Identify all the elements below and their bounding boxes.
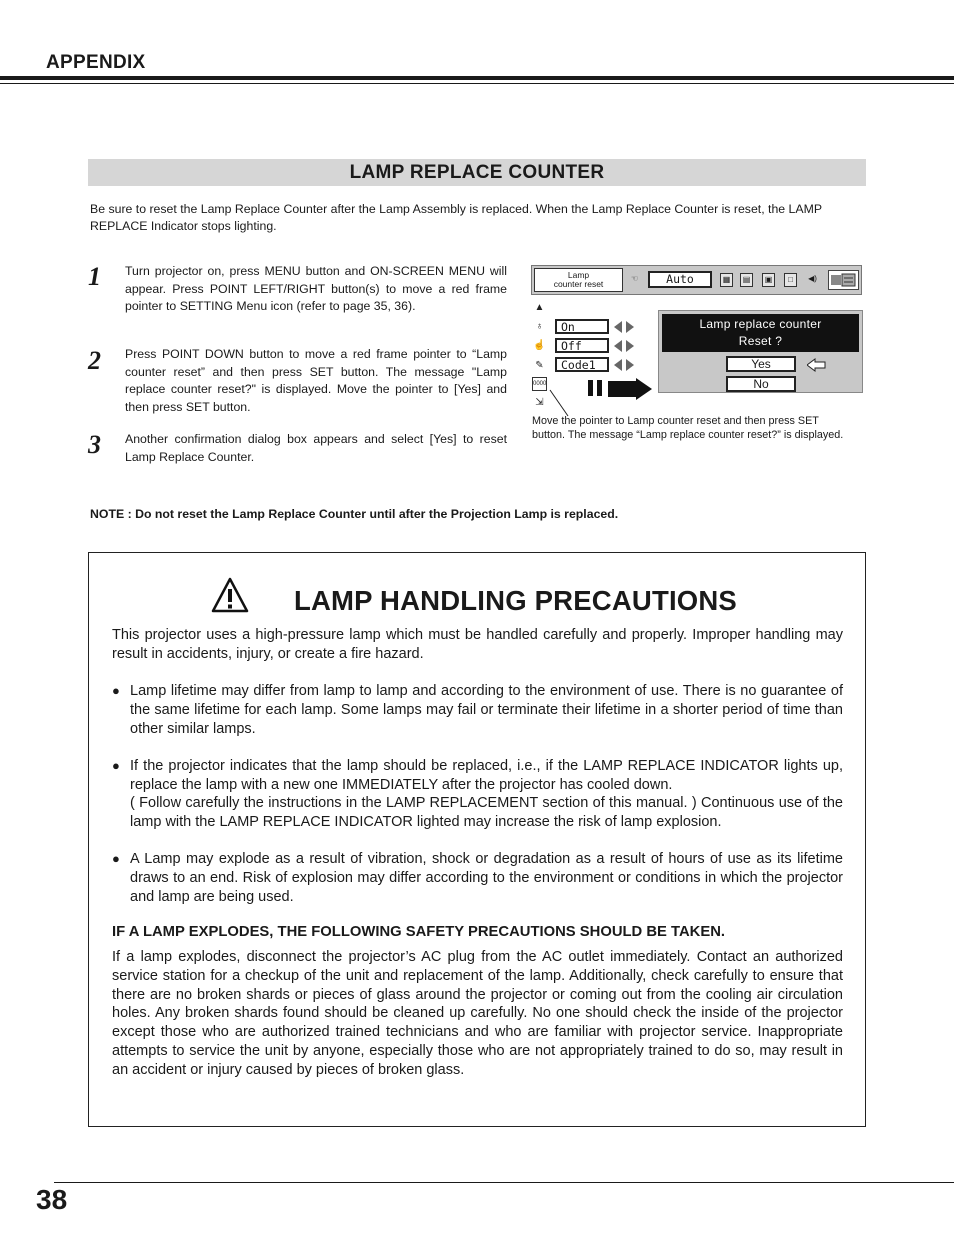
explosion-paragraph: If a lamp explodes, disconnect the projector’s AC plug from the AC outlet immediately. Contact an authorized service station for a checkup of the unit and replacement of the lamp. Additionally, check carefully to ensure that there are no broken shards or pieces of glass around the projector or coming out from the cooling air circulation holes. Any broken shards found should be cleaned up carefully. No one should check the inside of the projector except those who are authorized trained technicians and who are familiar with projector service. Inappropriate attempts to service the unit by anyone, especially those who are not appropriately trained to do so, may result in an accident or injury caused by pieces of broken glass. [112,949,843,1078]
screen-icon: ▣ [762,273,775,287]
step-number: 1 [88,262,101,291]
dialog-header [662,314,859,352]
header-rule [0,76,954,80]
osd-menu-label [534,268,623,292]
osd-option-box: Off [555,338,609,353]
yes-button[interactable]: Yes [726,356,796,372]
right-arrow-icon [608,378,652,400]
pointing-hand-icon [807,358,827,372]
precautions-intro: This projector uses a high-pressure lamp which must be handled carefully and properly. Improper handling may result in accidents, injury, or create a fire hazard. [112,627,843,662]
page-header-title: APPENDIX [46,52,146,73]
bullet-text: Lamp lifetime may differ from lamp to lamp and according to the environment of use. There is no guarantee of the same lifetime for each lamp. Some lamps may fail or terminate their lifetime in a shorter period of time than other similar lamps. [130,683,843,737]
keystone-icon: ▦ [720,273,733,287]
sound-icon: ◀) [808,274,817,283]
header-rule-thin [0,83,954,84]
dialog-question: Reset ? [738,334,783,348]
section-title-bar [88,159,866,186]
up-arrow-icon: ▲ [534,302,545,313]
osd-menu-bar [531,265,862,295]
left-right-arrows-icon [614,339,634,353]
explosion-subheading: IF A LAMP EXPLODES, THE FOLLOWING SAFETY PRECAUTIONS SHOULD BE TAKEN. [112,924,726,940]
osd-menu-label-line1: Lamp [567,270,590,280]
figure-caption: Move the pointer to Lamp counter reset and then press SET button. The message “Lamp replace counter reset?” is displayed. [532,415,844,441]
note-text: NOTE : Do not reset the Lamp Replace Counter until after the Projection Lamp is replaced. [90,507,619,521]
page-number: 38 [36,1184,68,1215]
step-number: 2 [88,346,101,375]
bullet-text: A Lamp may explode as a result of vibration, shock or degradation as a result of hours of use as its lifetime draws to an end. Risk of explosion may differ according to the environment or conditions in which the projector and lamp are being used. [130,851,843,905]
osd-menu-label-line2: counter reset [553,279,604,289]
bullet-dot-icon: ● [112,758,120,773]
bulb-icon: ♁ [535,321,544,332]
osd-option-box: On [555,319,609,334]
bullet-text-continued: ( Follow carefully the instructions in the LAMP REPLACEMENT section of this manual. ) Continuous use of the lamp with the LAMP REPLACE INDICATOR lighted may increase the risk of lamp explosion. [130,795,843,830]
bullet-dot-icon: ● [112,683,120,698]
osd-side-icons [531,299,549,413]
image-icon: □ [784,273,797,287]
bullet-text: If the projector indicates that the lamp should be replaced, i.e., if the LAMP REPLACE INDICATOR lights up, replace the lamp with a new one IMMEDIATELY after the projector has cooled down. [130,758,843,793]
left-right-arrows-icon [614,358,634,372]
precautions-title: LAMP HANDLING PRECAUTIONS [294,585,737,616]
exit-icon: ⇲ [535,397,544,408]
footer-rule [54,1182,954,1183]
confirm-dialog [658,310,863,393]
step-text: Press POINT DOWN button to move a red frame pointer to “Lamp counter reset” and then press SET button. The message "Lamp replace counter reset?" is displayed. Move the pointer to [Yes] and then press SET button. [125,347,507,414]
osd-option-box: Code1 [555,357,609,372]
display-icon: ▤ [740,273,753,287]
warning-icon [211,577,249,613]
pen-icon: ✎ [535,360,544,371]
section-title: LAMP REPLACE COUNTER [349,161,605,183]
step-text: Turn projector on, press MENU button and ON-SCREEN MENU will appear. Press POINT LEFT/RIGHT button(s) to move a red frame pointer to SETTING Menu icon (refer to page 35, 36). [125,264,507,313]
step-text: Another confirmation dialog box appears and select [Yes] to reset Lamp Replace Counter. [125,432,507,464]
intro-paragraph: Be sure to reset the Lamp Replace Counter after the Lamp Assembly is replaced. When the Lamp Replace Counter is reset, the LAMP REPLACE Indicator stops lighting. [90,202,822,233]
pause-bars-icon [588,379,606,399]
hand-icon: ☜ [630,274,639,283]
setting-icon [828,270,859,290]
counter-icon: 0000 [532,377,547,391]
hand-icon: ☝ [533,340,546,351]
bullet-dot-icon: ● [112,851,120,866]
osd-menu-value: Auto [648,271,712,288]
left-right-arrows-icon [614,320,634,334]
dialog-message: Lamp replace counter [699,317,822,331]
step-number: 3 [88,430,101,459]
no-button[interactable]: No [726,376,796,392]
